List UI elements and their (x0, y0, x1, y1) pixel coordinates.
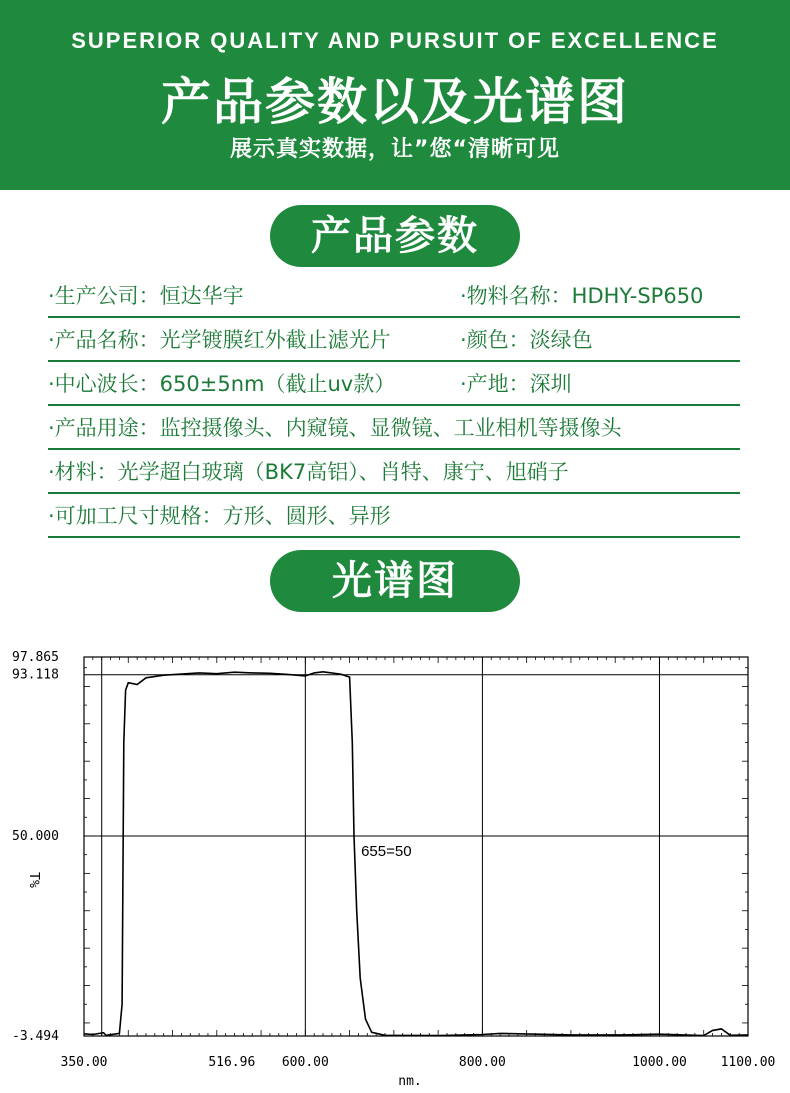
param-left: ·生产公司：恒达华宇 (48, 284, 244, 308)
param-left: ·中心波长：650±5nm（截止uv款） (48, 372, 396, 396)
y-tick-label: 50.000 (12, 828, 59, 844)
param-left: ·材料：光学超白玻璃（BK7高铝）、肖特、康宁、旭硝子 (48, 460, 569, 484)
params-table (48, 274, 740, 538)
x-tick-label: 350.00 (60, 1055, 108, 1070)
header-banner (0, 0, 790, 190)
x-axis-label: nm. (398, 1074, 422, 1089)
param-row (48, 362, 740, 406)
banner-subtitle: 展示真实数据，让”您“清晰可见 (230, 137, 560, 162)
chart-labels (12, 650, 775, 1070)
x-tick-label: 1100.00 (720, 1055, 776, 1070)
param-row (48, 406, 740, 450)
param-right: ·产地：深圳 (460, 372, 572, 396)
transmission-curve (84, 672, 748, 1036)
param-right: ·物料名称：HDHY-SP650 (460, 284, 704, 308)
spectrum-chart (0, 635, 790, 1093)
y-tick-label: 97.865 (12, 650, 59, 665)
banner-english-title: SUPERIOR QUALITY AND PURSUIT OF EXCELLENCE (71, 28, 719, 53)
x-tick-label: 800.00 (458, 1055, 506, 1070)
params-section-heading: 产品参数 (270, 205, 520, 267)
x-tick-label: 1000.00 (632, 1055, 687, 1070)
spectrum-section-heading: 光谱图 (270, 550, 520, 612)
param-left: ·产品名称：光学镀膜红外截止滤光片 (48, 328, 391, 352)
x-tick-label: 516.96 (208, 1055, 256, 1070)
x-tick-label: 600.00 (281, 1055, 329, 1070)
y-axis-label: T% (26, 872, 41, 888)
param-right: ·颜色：淡绿色 (460, 328, 593, 352)
cutoff-annotation: 655=50 (361, 842, 412, 860)
banner-chinese-title: 产品参数以及光谱图 (161, 73, 629, 131)
param-row (48, 494, 740, 538)
y-tick-label: 93.118 (12, 667, 59, 683)
param-row (48, 318, 740, 362)
param-left: ·可加工尺寸规格：方形、圆形、异形 (48, 504, 391, 528)
plot-frame (84, 657, 748, 1036)
param-left: ·产品用途：监控摄像头、内窥镜、显微镜、工业相机等摄像头 (48, 416, 622, 440)
param-row (48, 274, 740, 318)
chart-grid (84, 657, 748, 1036)
chart-ticks (84, 657, 748, 1036)
param-row (48, 450, 740, 494)
y-tick-label: -3.494 (12, 1029, 59, 1044)
